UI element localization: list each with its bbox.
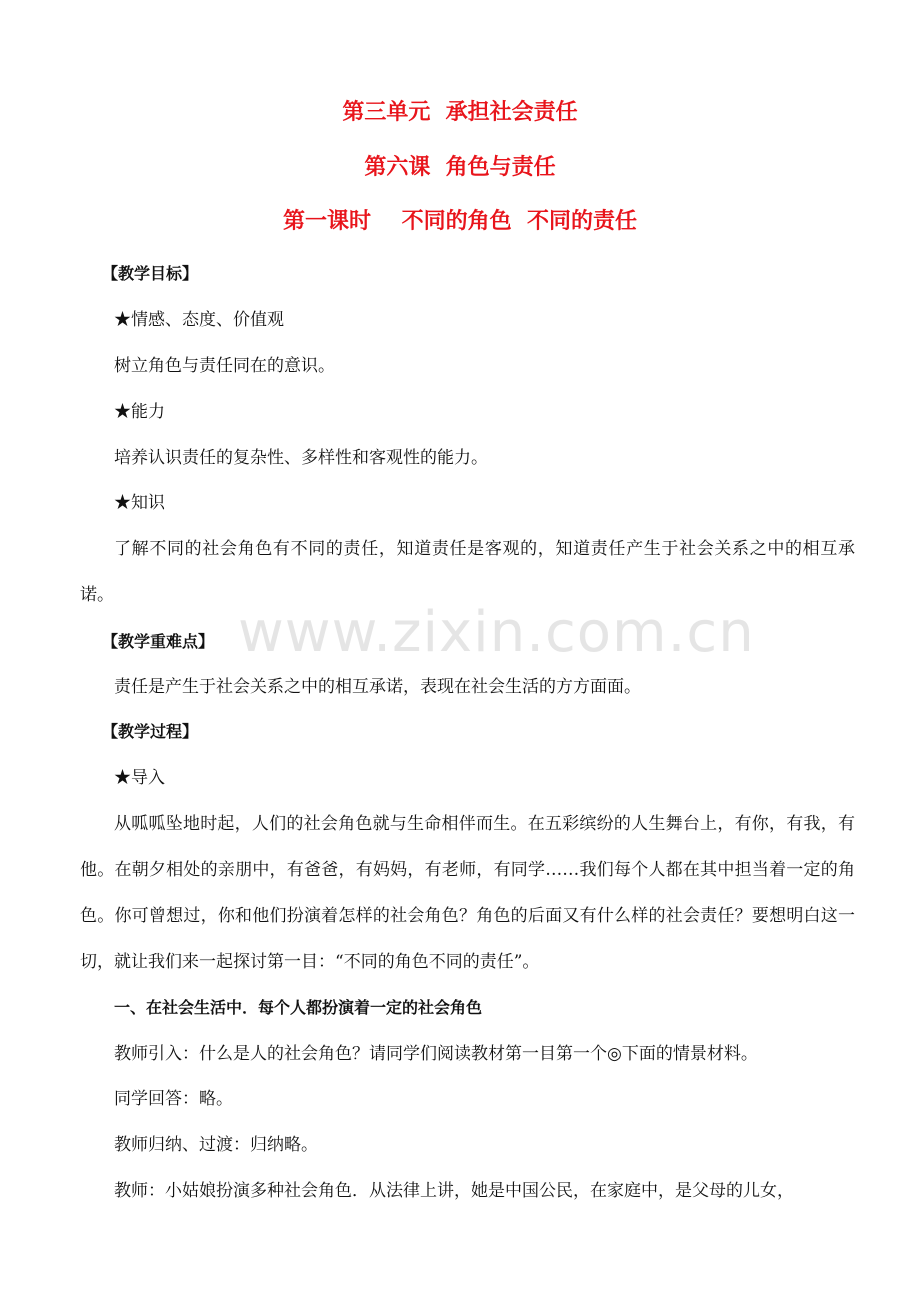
unit-title: 第三单元 承担社会责任 bbox=[342, 100, 578, 125]
emotion-label: ★情感、态度、价值观 bbox=[114, 310, 284, 330]
objectives-heading: 【教学目标】 bbox=[102, 264, 199, 283]
ability-text: 培养认识责任的复杂性、多样性和客观性的能力。 bbox=[114, 448, 488, 468]
ability-label: ★能力 bbox=[114, 402, 165, 422]
knowledge-label: ★知识 bbox=[114, 493, 165, 513]
teacher-intro: 教师引入：什么是人的社会角色？请同学们阅读教材第一目第一个◎下面的情景材料。 bbox=[114, 1044, 758, 1064]
intro-label: ★导入 bbox=[114, 768, 165, 788]
process-heading: 【教学过程】 bbox=[102, 722, 199, 741]
key-points-heading: 【教学重难点】 bbox=[102, 632, 215, 651]
section1-heading: 一、在社会生活中．每个人都扮演着一定的社会角色 bbox=[114, 998, 483, 1017]
student-answer: 同学回答：略。 bbox=[114, 1089, 233, 1109]
intro-text: 从呱呱坠地时起，人们的社会角色就与生命相伴而生。在五彩缤纷的人生舞台上，有你，有我，有他。在朝夕相处的亲朋中，有爸爸，有妈妈，有老师，有同学……我们每个人都在其中担当着一定的角色。你可曾想过，你和他们扮演着怎样的社会角色？角色的后面又有什么样的社会责任？要想明白这一切，就让我们来一起探讨第一目：“不同的角色不同的责任”。 bbox=[80, 814, 855, 972]
period-title: 第一课时 不同的角色 不同的责任 bbox=[283, 209, 637, 234]
lesson-title: 第六课 角色与责任 bbox=[364, 155, 556, 180]
teacher-summary: 教师归纳、过渡：归纳略。 bbox=[114, 1135, 318, 1155]
emotion-text: 树立角色与责任同在的意识。 bbox=[114, 356, 335, 376]
knowledge-text: 了解不同的社会角色有不同的责任，知道责任是客观的，知道责任产生于社会关系之中的相互承诺。 bbox=[80, 539, 855, 605]
watermark: www.zixin.com.cn bbox=[238, 600, 755, 665]
key-points-text: 责任是产生于社会关系之中的相互承诺，表现在社会生活的方方面面。 bbox=[114, 677, 641, 697]
teacher-text: 教师：小姑娘扮演多种社会角色．从法律上讲，她是中国公民，在家庭中，是父母的儿女， bbox=[114, 1181, 794, 1201]
